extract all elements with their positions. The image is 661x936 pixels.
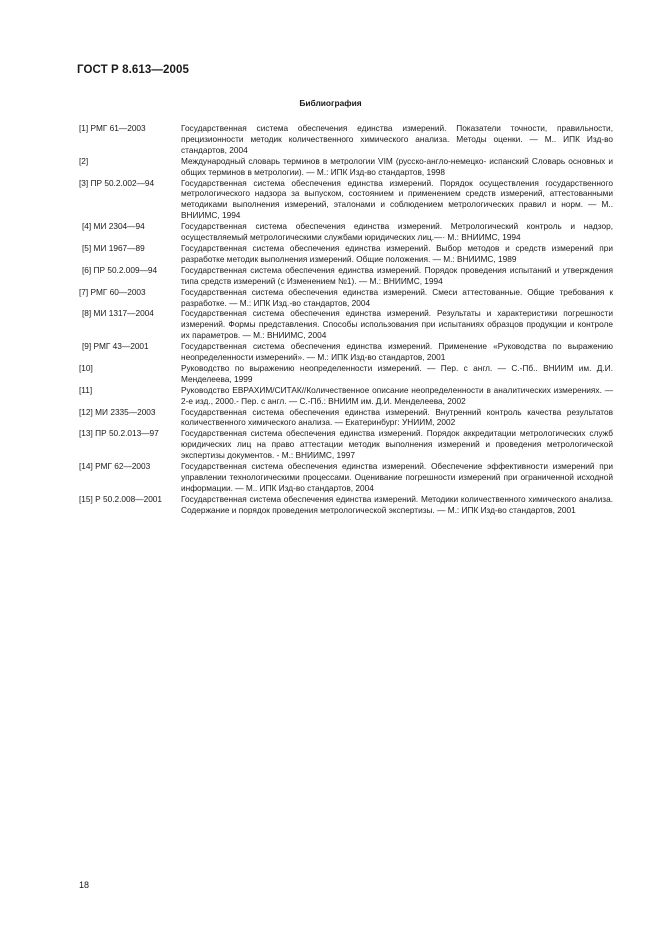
bibliography-entry — [79, 243, 613, 265]
bibliography-entry-text: Руководство по выражению неопределенности измерений. — Пер. с англ. — С.-Пб.. ВНИИМ им. Д.И. Менделеева, 1999 — [181, 362, 613, 384]
bibliography-entry-ref: [14] РМГ 62—2003 — [79, 461, 151, 472]
bibliography-entry — [79, 363, 613, 385]
bibliography-entry — [79, 308, 613, 341]
bibliography-entry — [79, 178, 613, 222]
bibliography-entry — [79, 287, 613, 309]
bibliography-entry-ref: [7] РМГ 60—2003 — [79, 286, 146, 297]
bibliography-entry — [79, 494, 613, 516]
bibliography-entry-ref: [1] РМГ 61—2003 — [79, 123, 146, 133]
bibliography-entry-text: Государственная система обеспечения единства измерений. Обеспечение эффективности измерений при управлении технологическими процессами. Оценивание погрешности измерений при ограниченной исходной информации. — М.. ИПК Изд-во стандартов, 2004 — [181, 461, 613, 493]
bibliography-entry-ref: [9] РМГ 43—2001 — [82, 341, 149, 352]
bibliography-entry-ref: [13] ПР 50.2.013—97 — [79, 428, 159, 439]
bibliography-entry-ref: [10] — [79, 362, 93, 373]
bibliography-entry-ref: [2] — [79, 155, 89, 166]
bibliography-entry-text: Государственная система обеспечения единства измерений. Методики количественного химического анализа. Содержание и порядок проведения метрологической экспертизы. — М.: ИПК Изд-во стандартов, 2001 — [181, 493, 613, 515]
bibliography-entry-ref: [3] ПР 50.2.002—94 — [79, 177, 155, 188]
bibliography-entry-text: Государственная система обеспечения единства измерений. Результаты и характеристики погрешности измерений. Формы представления. Способы использования при испытаниях образцов продукции и контроле их параметров. — М.: ВНИИМС, 2004 — [181, 308, 613, 341]
bibliography-entry — [79, 123, 613, 156]
bibliography-entry — [79, 385, 613, 407]
bibliography-entry-text: Государственная система обеспечения единства измерений. Порядок осуществления государственного метрологического надзора за выпуском, состоянием и применением средств измерений, аттестованными методиками выполнения измерений, эталонами и соблюдением метрологических правил и норм. — М.. ВНИИМС, 1994 — [181, 177, 613, 221]
bibliography-entry-text: Государственная система обеспечения единства измерений. Внутренний контроль качества результатов количественного химического анализа. — Екатеринбург: УНИИМ, 2002 — [181, 406, 613, 428]
bibliography-entry — [79, 265, 613, 287]
bibliography-entry-ref: [12] МИ 2335—2003 — [79, 406, 156, 417]
page-number: 18 — [79, 880, 90, 890]
bibliography-title: Библиография — [299, 98, 362, 108]
bibliography-entry-text: Государственная система обеспечения единства измерений. Показатели точности, правильности, прецизионности методик количественного химического анализа. Методы оценки. — М.. ИПК Изд-во стандартов, 2004 — [181, 123, 613, 155]
bibliography-entry-ref: [8] МИ 1317—2004 — [82, 308, 154, 319]
bibliography-entry-ref: [5] МИ 1967—89 — [82, 242, 145, 253]
document-code: ГОСТ Р 8.613—2005 — [77, 64, 189, 76]
bibliography-entry-text: Международный словарь терминов в метрологии VIM (русско-англо-немецко- испанский Словарь основных и общих терминов в метрологии). — М.: ИПК Изд-во стандартов, 1998 — [181, 155, 613, 177]
bibliography-entry-ref: [6] ПР 50.2.009—94 — [82, 264, 158, 275]
bibliography-entry — [79, 221, 613, 243]
bibliography-list — [79, 123, 613, 516]
bibliography-entry-ref: [4] МИ 2304—94 — [82, 221, 145, 232]
bibliography-entry — [79, 461, 613, 494]
bibliography-entry-text: Государственная система обеспечения единства измерений. Порядок проведения испытаний и утверждения типа средств измерений (с Изменением №1). — М.: ВНИИМС, 1994 — [181, 264, 613, 286]
bibliography-entry — [79, 156, 613, 178]
bibliography-entry-text: Государственная система обеспечения единства измерений. Порядок аккредитации метрологических служб юридических лиц на право аттестации методик выполнения измерений и проведения метрологической экспертизы документов. - М.: ВНИИМС, 1997 — [181, 428, 613, 461]
bibliography-entry-ref: [11] — [79, 384, 93, 395]
bibliography-entry-text: Руководство ЕВРАХИМ/СИТАК//Количественное описание неопределенности в аналитических измерениях. — 2-е изд., 2000.- Пер. с англ. — С.-Пб.: ВНИИМ им. Д.И. Менделеева, 2002 — [181, 384, 613, 406]
bibliography-entry-ref: [15] Р 50.2.008—2001 — [79, 493, 163, 504]
bibliography-entry — [79, 341, 613, 363]
bibliography-entry-text: Государственная система обеспечения единства измерений. Применение «Руководства по выражению неопределенности измерений». — М.: ИПК Изд-во стандартов, 2001 — [181, 341, 613, 363]
bibliography-entry — [79, 407, 613, 429]
bibliography-entry-text: Государственная система обеспечения единства измерений. Метрологический контроль и надзор, осуществляемый метрологическими службами юридических лиц.—· М.: ВНИИМС, 1994 — [181, 221, 613, 243]
bibliography-entry — [79, 428, 613, 461]
bibliography-entry-text: Государственная система обеспечения единства измерений. Смеси аттестованные. Общие требования к разработке. — М.: ИПК Изд.-во стандартов, 2004 — [181, 286, 613, 308]
bibliography-entry-text: Государственная система обеспечения единства измерений. Выбор методов и средств измерений при разработке методик выполнения измерений. Общие положения. — М.: ВНИИМС, 1989 — [181, 242, 613, 264]
